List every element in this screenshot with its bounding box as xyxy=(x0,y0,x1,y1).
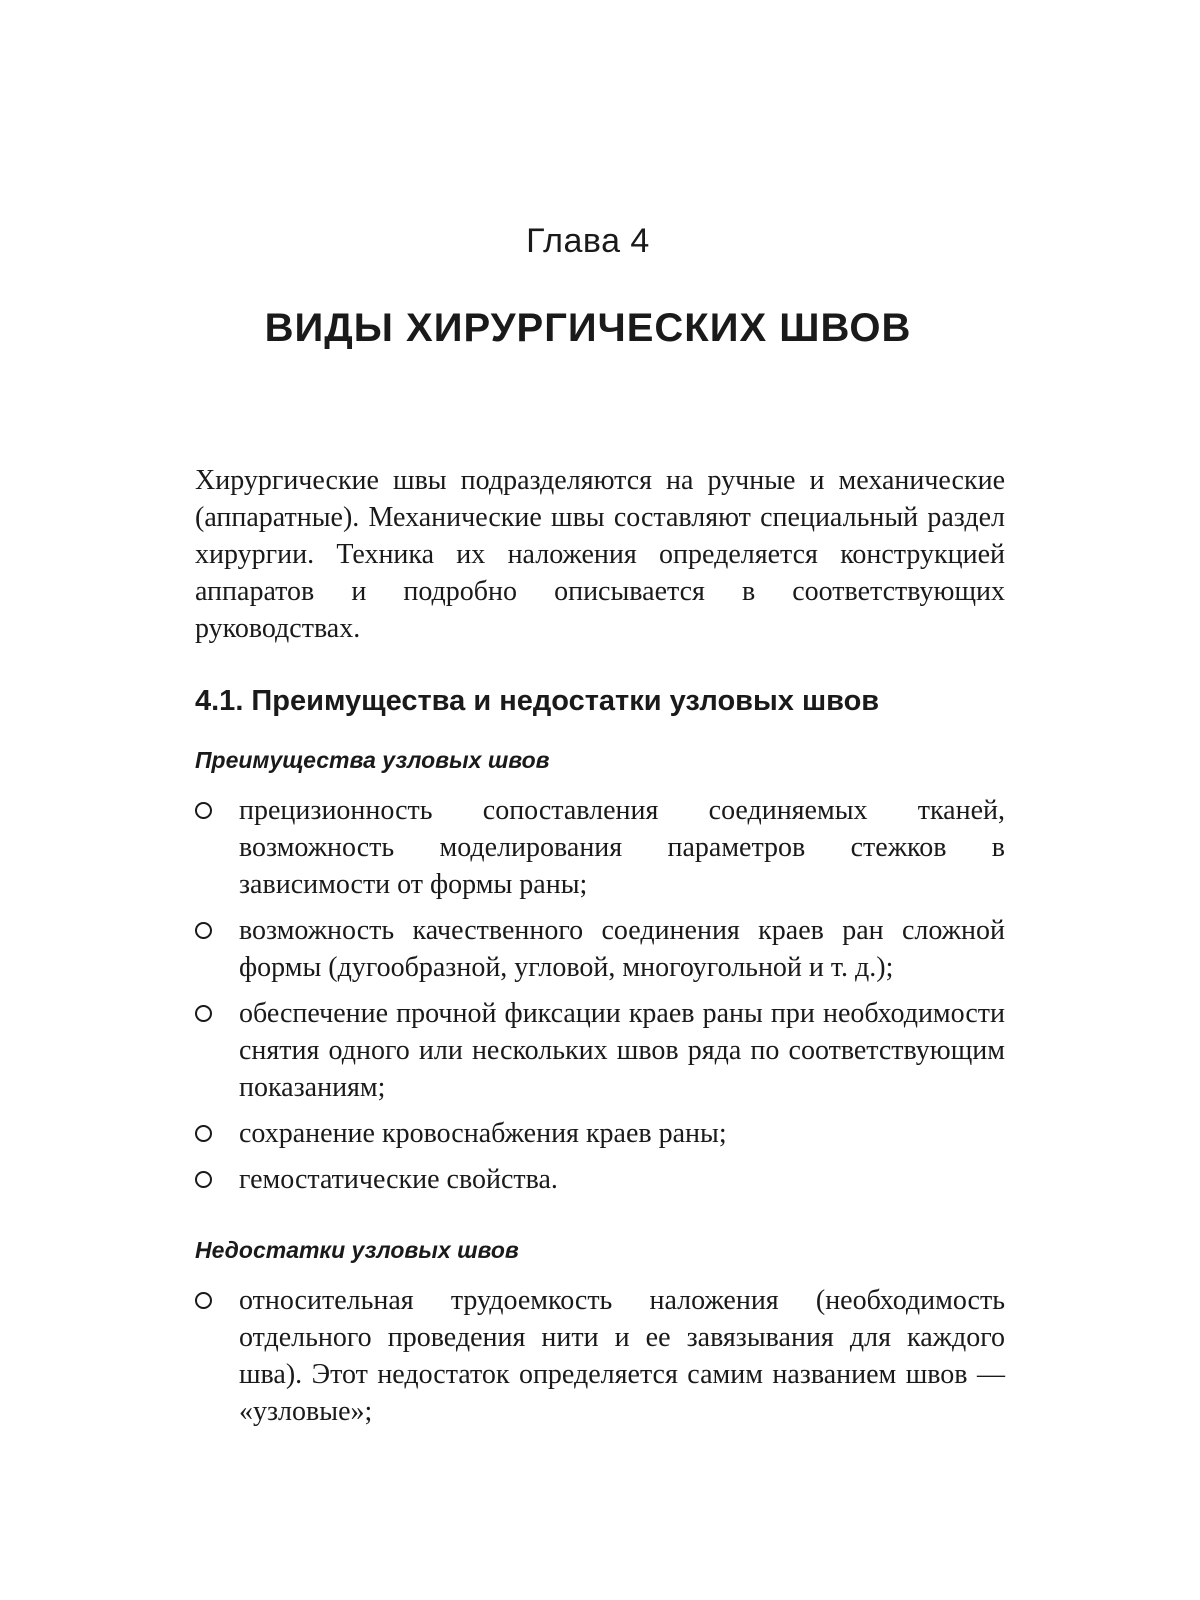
list-item xyxy=(195,1282,1005,1430)
circle-bullet-icon xyxy=(195,1171,212,1188)
list-item xyxy=(195,1115,1005,1152)
disadvantages-list xyxy=(195,1282,1005,1439)
circle-bullet-icon xyxy=(195,922,212,939)
list-item-text: относительная трудоемкость наложения (необходимость отдельного проведения нити и ее завязывания для каждого шва). Этот недостаток определяется самим названием швов — «узловые»; xyxy=(239,1285,1005,1427)
chapter-title: ВИДЫ ХИРУРГИЧЕСКИХ ШВОВ xyxy=(264,306,912,350)
section-heading: 4.1. Преимущества и недостатки узловых швов xyxy=(195,685,880,717)
advantages-heading: Преимущества узловых швов xyxy=(195,747,550,773)
circle-bullet-icon xyxy=(195,1125,212,1142)
chapter-label: Глава 4 xyxy=(526,222,650,260)
list-item xyxy=(195,1161,1005,1198)
intro-paragraph: Хирургические швы подразделяются на ручные и механические (аппаратные). Механические швы составляют специальный раздел хирургии. Техника их наложения определяется конструкцией аппаратов и подробно описывается в соответствующих руководствах. xyxy=(195,465,1005,644)
list-item xyxy=(195,995,1005,1106)
circle-bullet-icon xyxy=(195,1292,212,1309)
list-item xyxy=(195,912,1005,986)
list-item-text: гемостатические свойства. xyxy=(239,1164,558,1195)
list-item-text: обеспечение прочной фиксации краев раны при необходимости снятия одного или нескольких швов ряда по соответствующим показаниям; xyxy=(239,998,1005,1103)
list-item xyxy=(195,792,1005,903)
list-item-text: сохранение кровоснабжения краев раны; xyxy=(239,1118,727,1149)
disadvantages-heading: Недостатки узловых швов xyxy=(195,1237,519,1263)
list-item-text: возможность качественного соединения краев ран сложной формы (дугообразной, угловой, многоугольной и т. д.); xyxy=(239,915,1005,983)
advantages-list xyxy=(195,792,1005,1207)
circle-bullet-icon xyxy=(195,802,212,819)
circle-bullet-icon xyxy=(195,1005,212,1022)
list-item-text: прецизионность сопоставления соединяемых тканей, возможность моделирования параметров стежков в зависимости от формы раны; xyxy=(239,795,1005,900)
